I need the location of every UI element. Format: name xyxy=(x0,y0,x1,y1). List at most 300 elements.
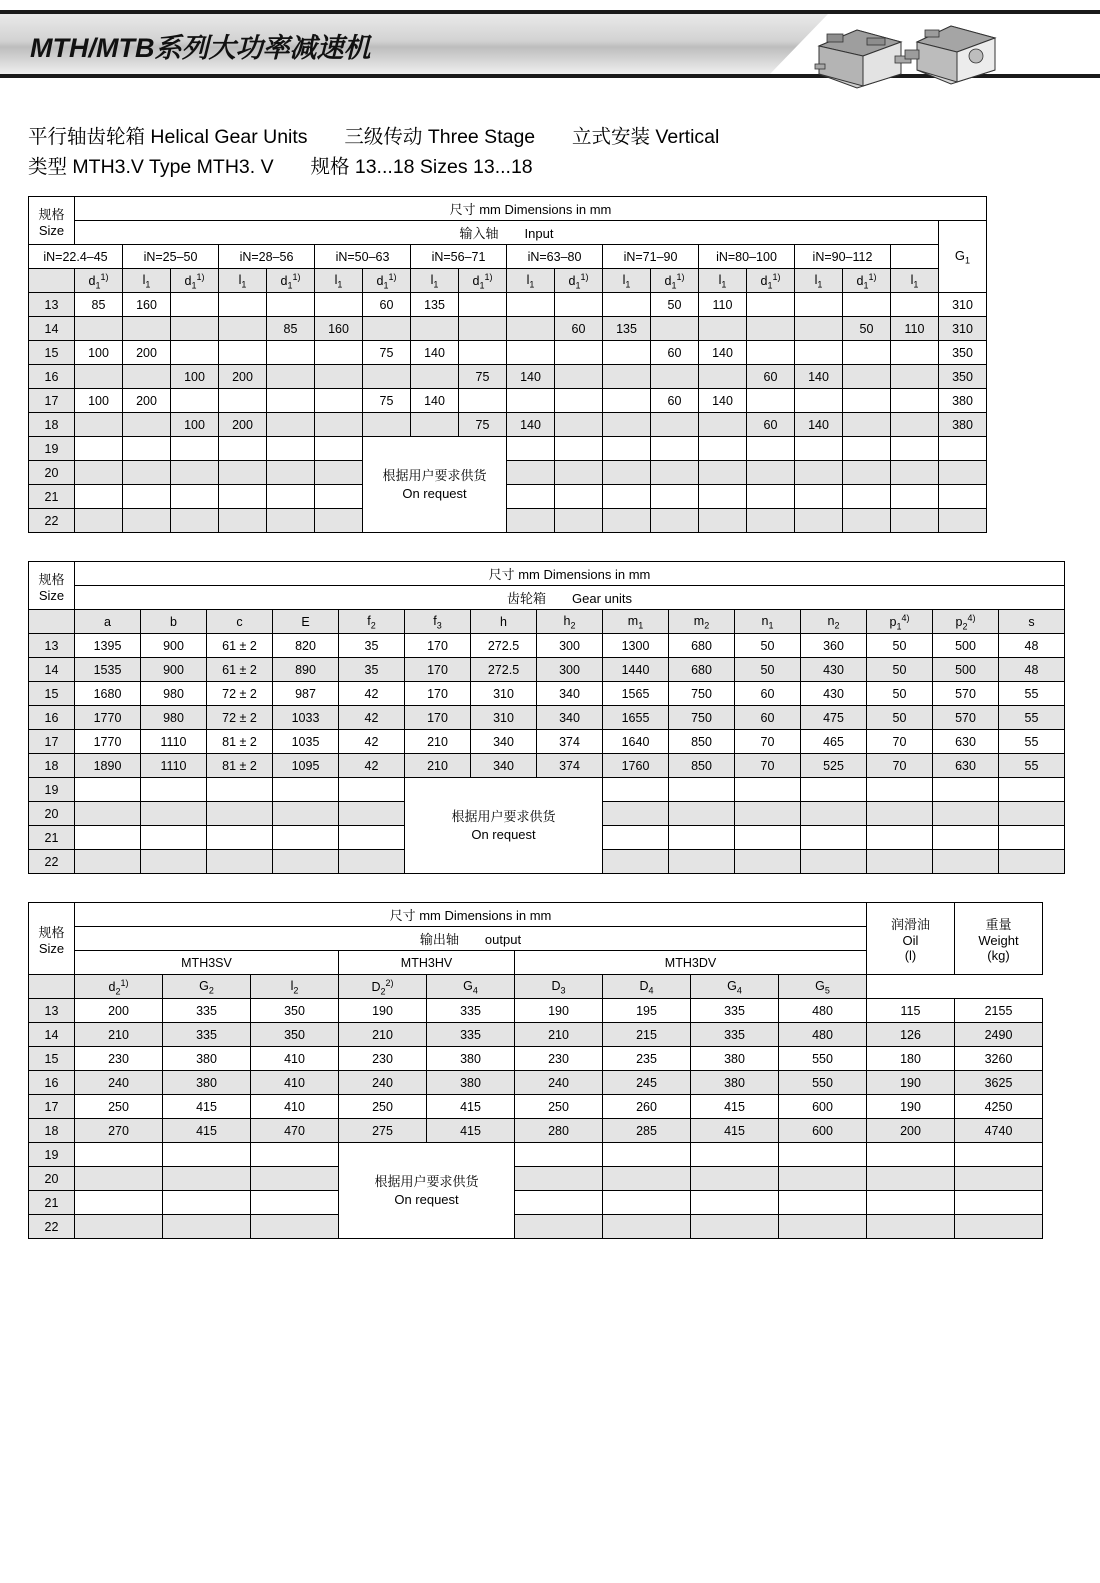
cell-17-14 xyxy=(747,389,795,413)
blank-cell xyxy=(691,1167,779,1191)
subtitle-sizes: 规格 13...18 Sizes 13...18 xyxy=(310,156,533,179)
blank-cell xyxy=(75,1143,163,1167)
table-row xyxy=(29,903,1043,927)
cell-18-5: 280 xyxy=(515,1119,603,1143)
cell-18-2: 100 xyxy=(171,413,219,437)
cell-14-1: 335 xyxy=(163,1023,251,1047)
cell-17-1: 415 xyxy=(163,1095,251,1119)
cell-17-5 xyxy=(315,389,363,413)
cell-17-2: 410 xyxy=(251,1095,339,1119)
blank-cell xyxy=(515,1143,603,1167)
cell-16-14: 55 xyxy=(999,706,1065,730)
cell-14-1 xyxy=(123,317,171,341)
col-header-l1-7: $l_1$ xyxy=(795,269,843,293)
cell-13-6: 60 xyxy=(363,293,411,317)
table-row xyxy=(29,730,1065,754)
blank-cell xyxy=(691,1143,779,1167)
cell-17-8 xyxy=(459,389,507,413)
cell-16-5 xyxy=(315,365,363,389)
cell-18-17 xyxy=(891,413,939,437)
blank-cell xyxy=(267,509,315,533)
blank-cell xyxy=(603,1191,691,1215)
blank-cell xyxy=(171,437,219,461)
blank-cell xyxy=(891,509,939,533)
row-size-22: 22 xyxy=(29,509,75,533)
blank-cell xyxy=(699,485,747,509)
col-header-G4-7: $G_4$ xyxy=(691,975,779,999)
col-header-d1-2: $d_1^{1)}$ xyxy=(267,269,315,293)
blank-cell xyxy=(867,778,933,802)
blank-cell xyxy=(651,485,699,509)
cell-13-14: 48 xyxy=(999,634,1065,658)
cell-16-12: 50 xyxy=(867,706,933,730)
blank-cell xyxy=(801,802,867,826)
col-header-l1-4: $l_1$ xyxy=(507,269,555,293)
cell-15-7: 140 xyxy=(411,341,459,365)
cell-14-6: 272.5 xyxy=(471,658,537,682)
cell-13-7: 300 xyxy=(537,634,603,658)
blank-cell xyxy=(75,437,123,461)
blank-cell xyxy=(999,850,1065,874)
cell-14-5: 160 xyxy=(315,317,363,341)
blank-cell xyxy=(801,778,867,802)
blank-cell xyxy=(75,461,123,485)
oil-label-en: Oil xyxy=(902,933,919,949)
cell-13-7: 135 xyxy=(411,293,459,317)
cell-15-1: 980 xyxy=(141,682,207,706)
col-header-l1-1: $l_1$ xyxy=(219,269,267,293)
subtitle-type: 类型 MTH3.V Type MTH3. V xyxy=(28,156,274,179)
row-size-13: 13 xyxy=(29,999,75,1023)
cell-15-12: 60 xyxy=(651,341,699,365)
cell-17-4: 42 xyxy=(339,730,405,754)
table-row xyxy=(29,317,987,341)
blank-cell xyxy=(939,437,987,461)
table-row xyxy=(29,293,987,317)
blank-cell xyxy=(141,826,207,850)
cell-14-10: 60 xyxy=(555,317,603,341)
cell-17-0: 250 xyxy=(75,1095,163,1119)
cell-17-11 xyxy=(603,389,651,413)
cell-17-14: 55 xyxy=(999,730,1065,754)
cell-15-13: 570 xyxy=(933,682,999,706)
on-request-note: 根据用户要求供货 On request xyxy=(339,1143,515,1239)
blank-cell xyxy=(867,802,933,826)
blank-cell xyxy=(955,1191,1043,1215)
size-subheader-cell xyxy=(29,269,75,293)
subtitle-helical-gear-units: 平行轴齿轮箱 Helical Gear Units xyxy=(28,126,308,148)
row-size-15: 15 xyxy=(29,1047,75,1071)
blank-cell xyxy=(843,461,891,485)
on-request-note: 根据用户要求供货 On request xyxy=(405,778,603,874)
cell-13-G1: 310 xyxy=(939,293,987,317)
cell-18-4: 42 xyxy=(339,754,405,778)
cell-15-9: 750 xyxy=(669,682,735,706)
blank-cell xyxy=(603,778,669,802)
cell-16-15: 140 xyxy=(795,365,843,389)
row-size-16: 16 xyxy=(29,365,75,389)
blank-cell xyxy=(669,850,735,874)
table-row xyxy=(29,269,987,293)
row-size-13: 13 xyxy=(29,634,75,658)
cell-16-0: 1770 xyxy=(75,706,141,730)
cell-15-1: 380 xyxy=(163,1047,251,1071)
cell-13-10 xyxy=(555,293,603,317)
cell-14-4: 35 xyxy=(339,658,405,682)
col-header-l1-2: $l_1$ xyxy=(315,269,363,293)
blank-cell xyxy=(75,509,123,533)
col-header-l1-0: $l_1$ xyxy=(123,269,171,293)
cell-14-3: 890 xyxy=(273,658,339,682)
blank-cell xyxy=(251,1191,339,1215)
cell-16-0 xyxy=(75,365,123,389)
row-size-18: 18 xyxy=(29,413,75,437)
cell-17-13: 140 xyxy=(699,389,747,413)
blank-cell xyxy=(603,1167,691,1191)
cell-15-8 xyxy=(459,341,507,365)
col-header-D4-6: $D_4$ xyxy=(603,975,691,999)
cell-13-1: 900 xyxy=(141,634,207,658)
cell-16-6: 310 xyxy=(471,706,537,730)
cell-13-9: 680 xyxy=(669,634,735,658)
cell-16-11 xyxy=(603,365,651,389)
blank-cell xyxy=(339,850,405,874)
table-row xyxy=(29,1023,1043,1047)
blank-cell xyxy=(867,1167,955,1191)
cell-16-9: 750 xyxy=(669,706,735,730)
cell-16-3: 240 xyxy=(339,1071,427,1095)
ratio-group-2: iN=28–56 xyxy=(219,245,315,269)
cell-15-10: 60 xyxy=(735,682,801,706)
blank-cell xyxy=(123,437,171,461)
col-header-f2: $f_2$ xyxy=(339,610,405,634)
cell-17-9 xyxy=(507,389,555,413)
cell-15-13: 140 xyxy=(699,341,747,365)
cell-14-14: 48 xyxy=(999,658,1065,682)
cell-15-5: 230 xyxy=(515,1047,603,1071)
cell-18-13 xyxy=(699,413,747,437)
table-row xyxy=(29,1191,1043,1215)
blank-cell xyxy=(955,1143,1043,1167)
row-size-15: 15 xyxy=(29,341,75,365)
table-row xyxy=(29,461,987,485)
oil-label-cn: 润滑油 xyxy=(890,917,930,933)
cell-14-12: 50 xyxy=(867,658,933,682)
row-size-19: 19 xyxy=(29,778,75,802)
table-row xyxy=(29,975,1043,999)
blank-cell xyxy=(251,1167,339,1191)
table-row xyxy=(29,586,1065,610)
output-group-MTH3HV: MTH3HV xyxy=(339,951,515,975)
blank-cell xyxy=(507,509,555,533)
ratio-group-8: iN=90–112 xyxy=(795,245,891,269)
cell-13-6: 272.5 xyxy=(471,634,537,658)
blank-cell xyxy=(515,1167,603,1191)
cell-15-2 xyxy=(171,341,219,365)
blank-cell xyxy=(651,509,699,533)
cell-16-G1: 350 xyxy=(939,365,987,389)
cell-16-5: 240 xyxy=(515,1071,603,1095)
cell-17-5: 210 xyxy=(405,730,471,754)
col-header-l2-2: $l_2$ xyxy=(251,975,339,999)
cell-18-1 xyxy=(123,413,171,437)
row-size-17: 17 xyxy=(29,389,75,413)
cell-18-6 xyxy=(363,413,411,437)
cell-17-7: 140 xyxy=(411,389,459,413)
table-gear-units xyxy=(28,561,1065,874)
cell-15-9 xyxy=(507,341,555,365)
blank-cell xyxy=(219,461,267,485)
blank-cell xyxy=(779,1191,867,1215)
table-row xyxy=(29,1071,1043,1095)
blank-cell xyxy=(315,437,363,461)
row-size-18: 18 xyxy=(29,754,75,778)
cell-15-14 xyxy=(747,341,795,365)
row-size-14: 14 xyxy=(29,317,75,341)
cell-18-4: 415 xyxy=(427,1119,515,1143)
cell-18-11: 525 xyxy=(801,754,867,778)
cell-18-6: 285 xyxy=(603,1119,691,1143)
blank-cell xyxy=(207,778,273,802)
cell-16-13: 570 xyxy=(933,706,999,730)
row-size-18: 18 xyxy=(29,1119,75,1143)
cell-15-16 xyxy=(843,341,891,365)
col-header-l1-5: $l_1$ xyxy=(603,269,651,293)
cell-15-4: 42 xyxy=(339,682,405,706)
cell-13-5: 190 xyxy=(515,999,603,1023)
cell-13-12: 50 xyxy=(867,634,933,658)
cell-16-14: 60 xyxy=(747,365,795,389)
blank-cell xyxy=(843,485,891,509)
cell-16-2: 410 xyxy=(251,1071,339,1095)
ratio-group-6: iN=71–90 xyxy=(603,245,699,269)
cell-13-4: 35 xyxy=(339,634,405,658)
subtitle-three-stage: 三级传动 Three Stage xyxy=(344,126,536,148)
table-row xyxy=(29,999,1043,1023)
col-header-f3: $f_3$ xyxy=(405,610,471,634)
blank-cell xyxy=(867,1191,955,1215)
page-header xyxy=(0,0,1100,100)
cell-13-11 xyxy=(603,293,651,317)
cell-17-3: 1035 xyxy=(273,730,339,754)
on-request-note: 根据用户要求供货 On request xyxy=(363,437,507,533)
blank-cell xyxy=(219,509,267,533)
weight-label-cn: 重量 xyxy=(985,917,1012,933)
col-header-l1-6: $l_1$ xyxy=(699,269,747,293)
blank-cell xyxy=(207,826,273,850)
cell-13-8: 1300 xyxy=(603,634,669,658)
cell-17-1: 200 xyxy=(123,389,171,413)
cell-13-4: 335 xyxy=(427,999,515,1023)
cell-15-7: 380 xyxy=(691,1047,779,1071)
cell-14-weight: 2490 xyxy=(955,1023,1043,1047)
subtitle-block xyxy=(28,122,1100,182)
cell-18-0: 270 xyxy=(75,1119,163,1143)
cell-16-7: 380 xyxy=(691,1071,779,1095)
cell-18-4 xyxy=(267,413,315,437)
cell-17-0: 100 xyxy=(75,389,123,413)
cell-14-3 xyxy=(219,317,267,341)
blank-cell xyxy=(75,1167,163,1191)
cell-16-8: 550 xyxy=(779,1071,867,1095)
cell-15-5: 170 xyxy=(405,682,471,706)
row-size-14: 14 xyxy=(29,658,75,682)
table-row xyxy=(29,197,987,221)
cell-18-9: 140 xyxy=(507,413,555,437)
cell-17-15 xyxy=(795,389,843,413)
cell-13-3: 820 xyxy=(273,634,339,658)
blank-cell xyxy=(163,1215,251,1239)
table-row xyxy=(29,389,987,413)
table-row xyxy=(29,634,1065,658)
cell-13-9 xyxy=(507,293,555,317)
blank-cell xyxy=(843,437,891,461)
cell-13-0: 200 xyxy=(75,999,163,1023)
blank-cell xyxy=(75,778,141,802)
blank-cell xyxy=(515,1215,603,1239)
blank-cell xyxy=(747,485,795,509)
col-header-G1: $G_1$ xyxy=(939,221,987,293)
col-header-G5-8: $G_5$ xyxy=(779,975,867,999)
cell-15-0: 230 xyxy=(75,1047,163,1071)
cell-15-14: 55 xyxy=(999,682,1065,706)
ratio-group-0: iN=22.4–45 xyxy=(29,245,123,269)
cell-14-11: 135 xyxy=(603,317,651,341)
cell-14-9 xyxy=(507,317,555,341)
blank-cell xyxy=(219,485,267,509)
cell-15-11 xyxy=(603,341,651,365)
output-group-MTH3DV: MTH3DV xyxy=(515,951,867,975)
size-label-cn: 规格 xyxy=(38,206,65,222)
cell-14-3: 210 xyxy=(339,1023,427,1047)
cell-14-5: 170 xyxy=(405,658,471,682)
blank-cell xyxy=(315,461,363,485)
blank-cell xyxy=(171,461,219,485)
blank-cell xyxy=(651,437,699,461)
blank-cell xyxy=(747,461,795,485)
cell-14-7 xyxy=(411,317,459,341)
col-header-m2: $m_2$ xyxy=(669,610,735,634)
col-header-a: a xyxy=(75,610,141,634)
row-size-15: 15 xyxy=(29,682,75,706)
cell-14-4: 85 xyxy=(267,317,315,341)
blank-cell xyxy=(699,437,747,461)
cell-13-6: 195 xyxy=(603,999,691,1023)
blank-cell xyxy=(273,850,339,874)
cell-14-7: 335 xyxy=(691,1023,779,1047)
cell-14-oil: 126 xyxy=(867,1023,955,1047)
cell-18-12: 70 xyxy=(867,754,933,778)
subtitle-vertical: 立式安装 Vertical xyxy=(572,126,720,148)
cell-17-6: 75 xyxy=(363,389,411,413)
cell-14-5: 210 xyxy=(515,1023,603,1047)
blank-cell xyxy=(843,509,891,533)
cell-18-7: 374 xyxy=(537,754,603,778)
cell-16-6 xyxy=(363,365,411,389)
cell-17-10: 70 xyxy=(735,730,801,754)
table-row xyxy=(29,1215,1043,1239)
input-section-title: 输入轴 Input xyxy=(75,221,939,245)
cell-14-13 xyxy=(699,317,747,341)
blank-cell xyxy=(603,437,651,461)
blank-cell xyxy=(507,461,555,485)
cell-14-8: 480 xyxy=(779,1023,867,1047)
cell-15-12: 50 xyxy=(867,682,933,706)
cell-18-10: 70 xyxy=(735,754,801,778)
blank-cell xyxy=(171,509,219,533)
cell-16-4: 42 xyxy=(339,706,405,730)
cell-13-4 xyxy=(267,293,315,317)
cell-18-13: 630 xyxy=(933,754,999,778)
cell-18-14: 60 xyxy=(747,413,795,437)
cell-13-17 xyxy=(891,293,939,317)
blank-cell xyxy=(669,802,735,826)
table-input-shaft xyxy=(28,196,987,533)
cell-17-8: 600 xyxy=(779,1095,867,1119)
cell-16-2: 100 xyxy=(171,365,219,389)
table-row xyxy=(29,245,987,269)
size-label-cn: 规格 xyxy=(38,924,65,940)
blank-cell xyxy=(339,826,405,850)
cell-18-G1: 380 xyxy=(939,413,987,437)
cell-17-9: 850 xyxy=(669,730,735,754)
cell-13-7: 335 xyxy=(691,999,779,1023)
cell-14-2 xyxy=(171,317,219,341)
cell-15-6: 310 xyxy=(471,682,537,706)
blank-cell xyxy=(315,485,363,509)
blank-cell xyxy=(747,509,795,533)
blank-cell xyxy=(267,437,315,461)
cell-15-G1: 350 xyxy=(939,341,987,365)
cell-16-3: 1033 xyxy=(273,706,339,730)
table-row xyxy=(29,754,1065,778)
blank-cell xyxy=(267,461,315,485)
cell-16-7 xyxy=(411,365,459,389)
table-row xyxy=(29,341,987,365)
dimensions-title: 尺寸 mm Dimensions in mm xyxy=(75,903,867,927)
gear-unit-illustration-icon xyxy=(805,16,1005,96)
table-row xyxy=(29,658,1065,682)
cell-14-2: 61 ± 2 xyxy=(207,658,273,682)
cell-13-8 xyxy=(459,293,507,317)
col-header-m1: $m_1$ xyxy=(603,610,669,634)
size-label-en: Size xyxy=(38,222,65,238)
blank-cell xyxy=(867,826,933,850)
row-size-20: 20 xyxy=(29,461,75,485)
col-header-d1-4: $d_1^{1)}$ xyxy=(459,269,507,293)
cell-13-13: 500 xyxy=(933,634,999,658)
cell-13-0: 1395 xyxy=(75,634,141,658)
cell-17-oil: 190 xyxy=(867,1095,955,1119)
cell-18-16 xyxy=(843,413,891,437)
size-subheader-cell xyxy=(29,975,75,999)
cell-18-oil: 200 xyxy=(867,1119,955,1143)
cell-13-3 xyxy=(219,293,267,317)
header-rule-top xyxy=(0,10,1100,14)
col-header-n2: $n_2$ xyxy=(801,610,867,634)
table-output-shaft-wrap xyxy=(28,902,1100,1239)
weight-label-unit: (kg) xyxy=(987,948,1010,964)
cell-15-2: 410 xyxy=(251,1047,339,1071)
row-size-17: 17 xyxy=(29,730,75,754)
row-size-16: 16 xyxy=(29,1071,75,1095)
blank-cell xyxy=(555,437,603,461)
blank-cell xyxy=(273,778,339,802)
cell-14-6 xyxy=(363,317,411,341)
blank-cell xyxy=(603,826,669,850)
cell-17-12: 70 xyxy=(867,730,933,754)
blank-cell xyxy=(219,437,267,461)
